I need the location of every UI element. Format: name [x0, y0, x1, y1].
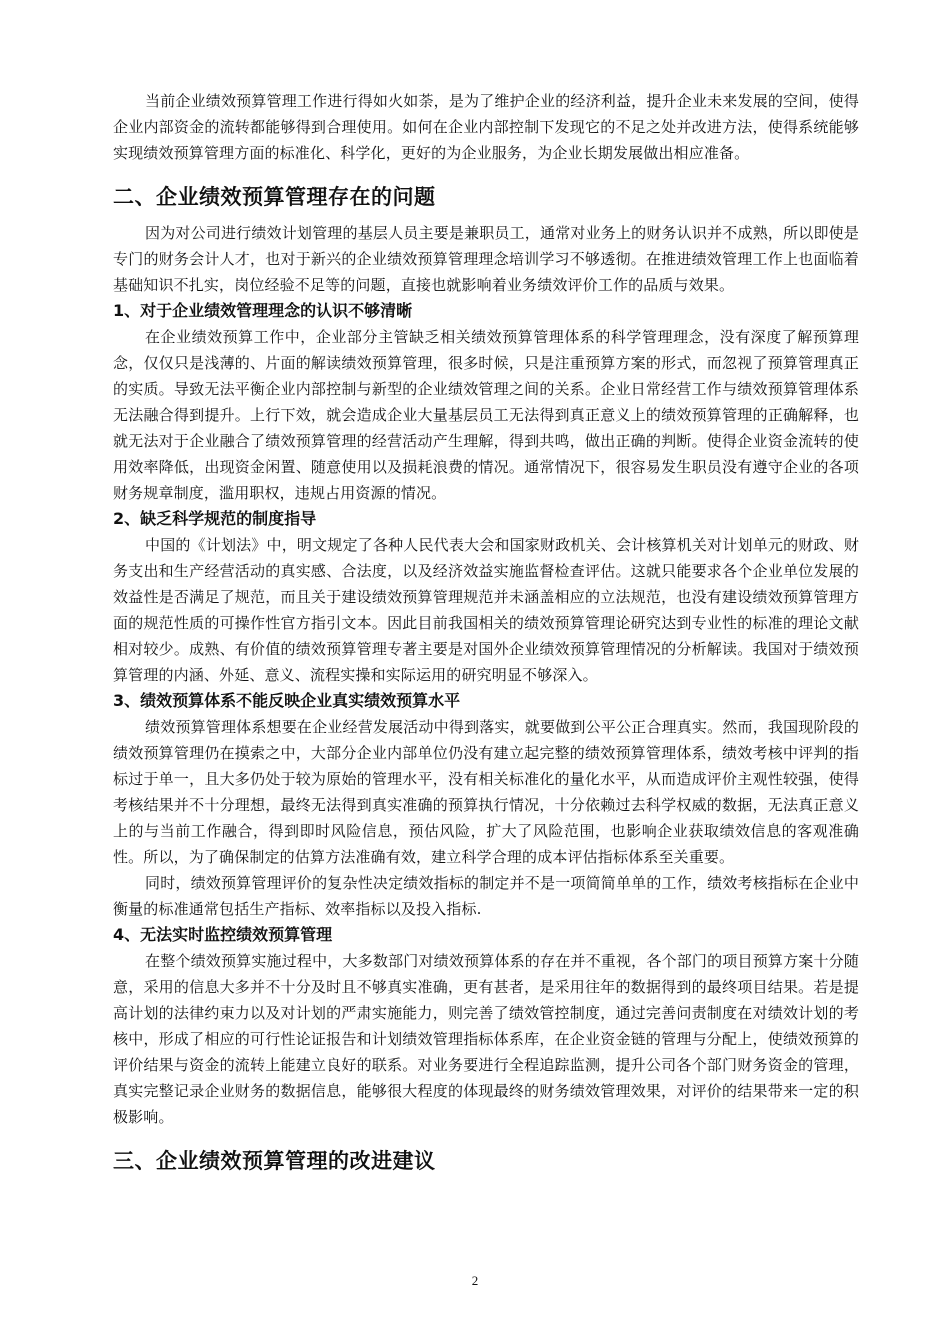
subsection-1-paragraph: 在企业绩效预算工作中，企业部分主管缺乏相关绩效预算管理体系的科学管理理念，没有深度了解预算理念，仅仅只是浅薄的、片面的解读绩效预算管理，很多时候，只是注重预算方案的形式，而忽视了预算管理真正的实质。导致无法平衡企业内部控制与新型的企业绩效管理之间的关系。企业日常经营工作与绩效预算管理体系无法融合得到提升。上行下效，就会造成企业大量基层员工无法得到真正意义上的绩效预算管理的正确解释，也就无法对于企业融合了绩效预算管理的经营活动产生理解，得到共鸣，做出正确的判断。使得企业资金流转的使用效率降低，出现资金闲置、随意使用以及损耗浪费的情况。通常情况下，很容易发生职员没有遵守企业的各项财务规章制度，滥用职权，违规占用资源的情况。 [113, 328, 859, 502]
subsection-3-heading: 3、绩效预算体系不能反映企业真实绩效预算水平 [113, 691, 461, 710]
subsection-1-heading: 1、对于企业绩效管理理念的认识不够清晰 [113, 301, 413, 320]
section-2-heading: 二、企业绩效预算管理存在的问题 [113, 185, 436, 209]
subsection-2-paragraph: 中国的《计划法》中，明文规定了各种人民代表大会和国家财政机关、会计核算机关对计划单元的财政、财务支出和生产经营活动的真实感、合法度，以及经济效益实施监督检查评估。这就只能要求各个企业单位发展的效益性是否满足了规范，而且关于建设绩效预算管理规范并未涵盖相应的立法规范，也没有建设绩效预算管理方面的规范性质的可操作性官方指引文本。因此目前我国相关的绩效预算管理论研究达到专业性的标准的理论文献相对较少。成熟、有价值的绩效预算管理专著主要是对国外企业绩效预算管理情况的分析解读。我国对于绩效预算管理的内涵、外延、意义、流程实操和实际运用的研究明显不够深入。 [113, 536, 859, 684]
subsection-3-paragraph-1: 绩效预算管理体系想要在企业经营发展活动中得到落实，就要做到公平公正合理真实。然而，我国现阶段的绩效预算管理仍在摸索之中，大部分企业内部单位仍没有建立起完整的绩效预算管理体系，绩效考核中评判的指标过于单一，且大多仍处于较为原始的管理水平，没有相关标准化的量化水平，从而造成评价主观性较强，使得考核结果并不十分理想，最终无法得到真实准确的预算执行情况，十分依赖过去科学权威的数据，无法真正意义上的与当前工作融合，得到即时风险信息，预估风险，扩大了风险范围，也影响企业获取绩效信息的客观准确性。所以，为了确保制定的估算方法准确有效，建立科学合理的成本评估指标体系至关重要。 [113, 718, 859, 866]
subsection-4-heading: 4、无法实时监控绩效预算管理 [113, 925, 333, 944]
section-3-heading: 三、企业绩效预算管理的改进建议 [113, 1149, 436, 1173]
subsection-4-paragraph: 在整个绩效预算实施过程中，大多数部门对绩效预算体系的存在并不重视，各个部门的项目预算方案十分随意，采用的信息大多并不十分及时且不够真实准确，更有甚者，是采用往年的数据得到的最终项目结果。若是提高计划的法律约束力以及对计划的严肃实施能力，则完善了绩效管控制度，通过完善问责制度在对绩效计划的考核中，形成了相应的可行性论证报告和计划绩效管理指标体系库，在企业资金链的管理与分配上，使绩效预算的评价结果与资金的流转上能建立良好的联系。对业务要进行全程追踪监测，提升公司各个部门财务资金的管理，真实完整记录企业财务的数据信息，能够很大程度的体现最终的财务绩效管理效果，对评价的结果带来一定的积极影响。 [113, 952, 859, 1126]
subsection-3-paragraph-2: 同时，绩效预算管理评价的复杂性决定绩效指标的制定并不是一项简简单单的工作，绩效考核指标在企业中衡量的标准通常包括生产指标、效率指标以及投入指标. [113, 874, 859, 918]
subsection-2-heading: 2、缺乏科学规范的制度指导 [113, 509, 317, 528]
page-number: 2 [471, 1273, 479, 1288]
page-content [113, 88, 859, 1184]
section-2-intro-paragraph: 因为对公司进行绩效计划管理的基层人员主要是兼职员工，通常对业务上的财务认识并不成熟，所以即使是专门的财务会计人才，也对于新兴的企业绩效预算管理理念培训学习不够透彻。在推进绩效管理工作上也面临着基础知识不扎实，岗位经验不足等的问题，直接也就影响着业务绩效评价工作的品质与效果。 [113, 224, 859, 294]
intro-paragraph: 当前企业绩效预算管理工作进行得如火如荼，是为了维护企业的经济利益，提升企业未来发展的空间，使得企业内部资金的流转都能够得到合理使用。如何在企业内部控制下发现它的不足之处并改进方法，使得系统能够实现绩效预算管理方面的标准化、科学化，更好的为企业服务，为企业长期发展做出相应准备。 [113, 92, 859, 162]
